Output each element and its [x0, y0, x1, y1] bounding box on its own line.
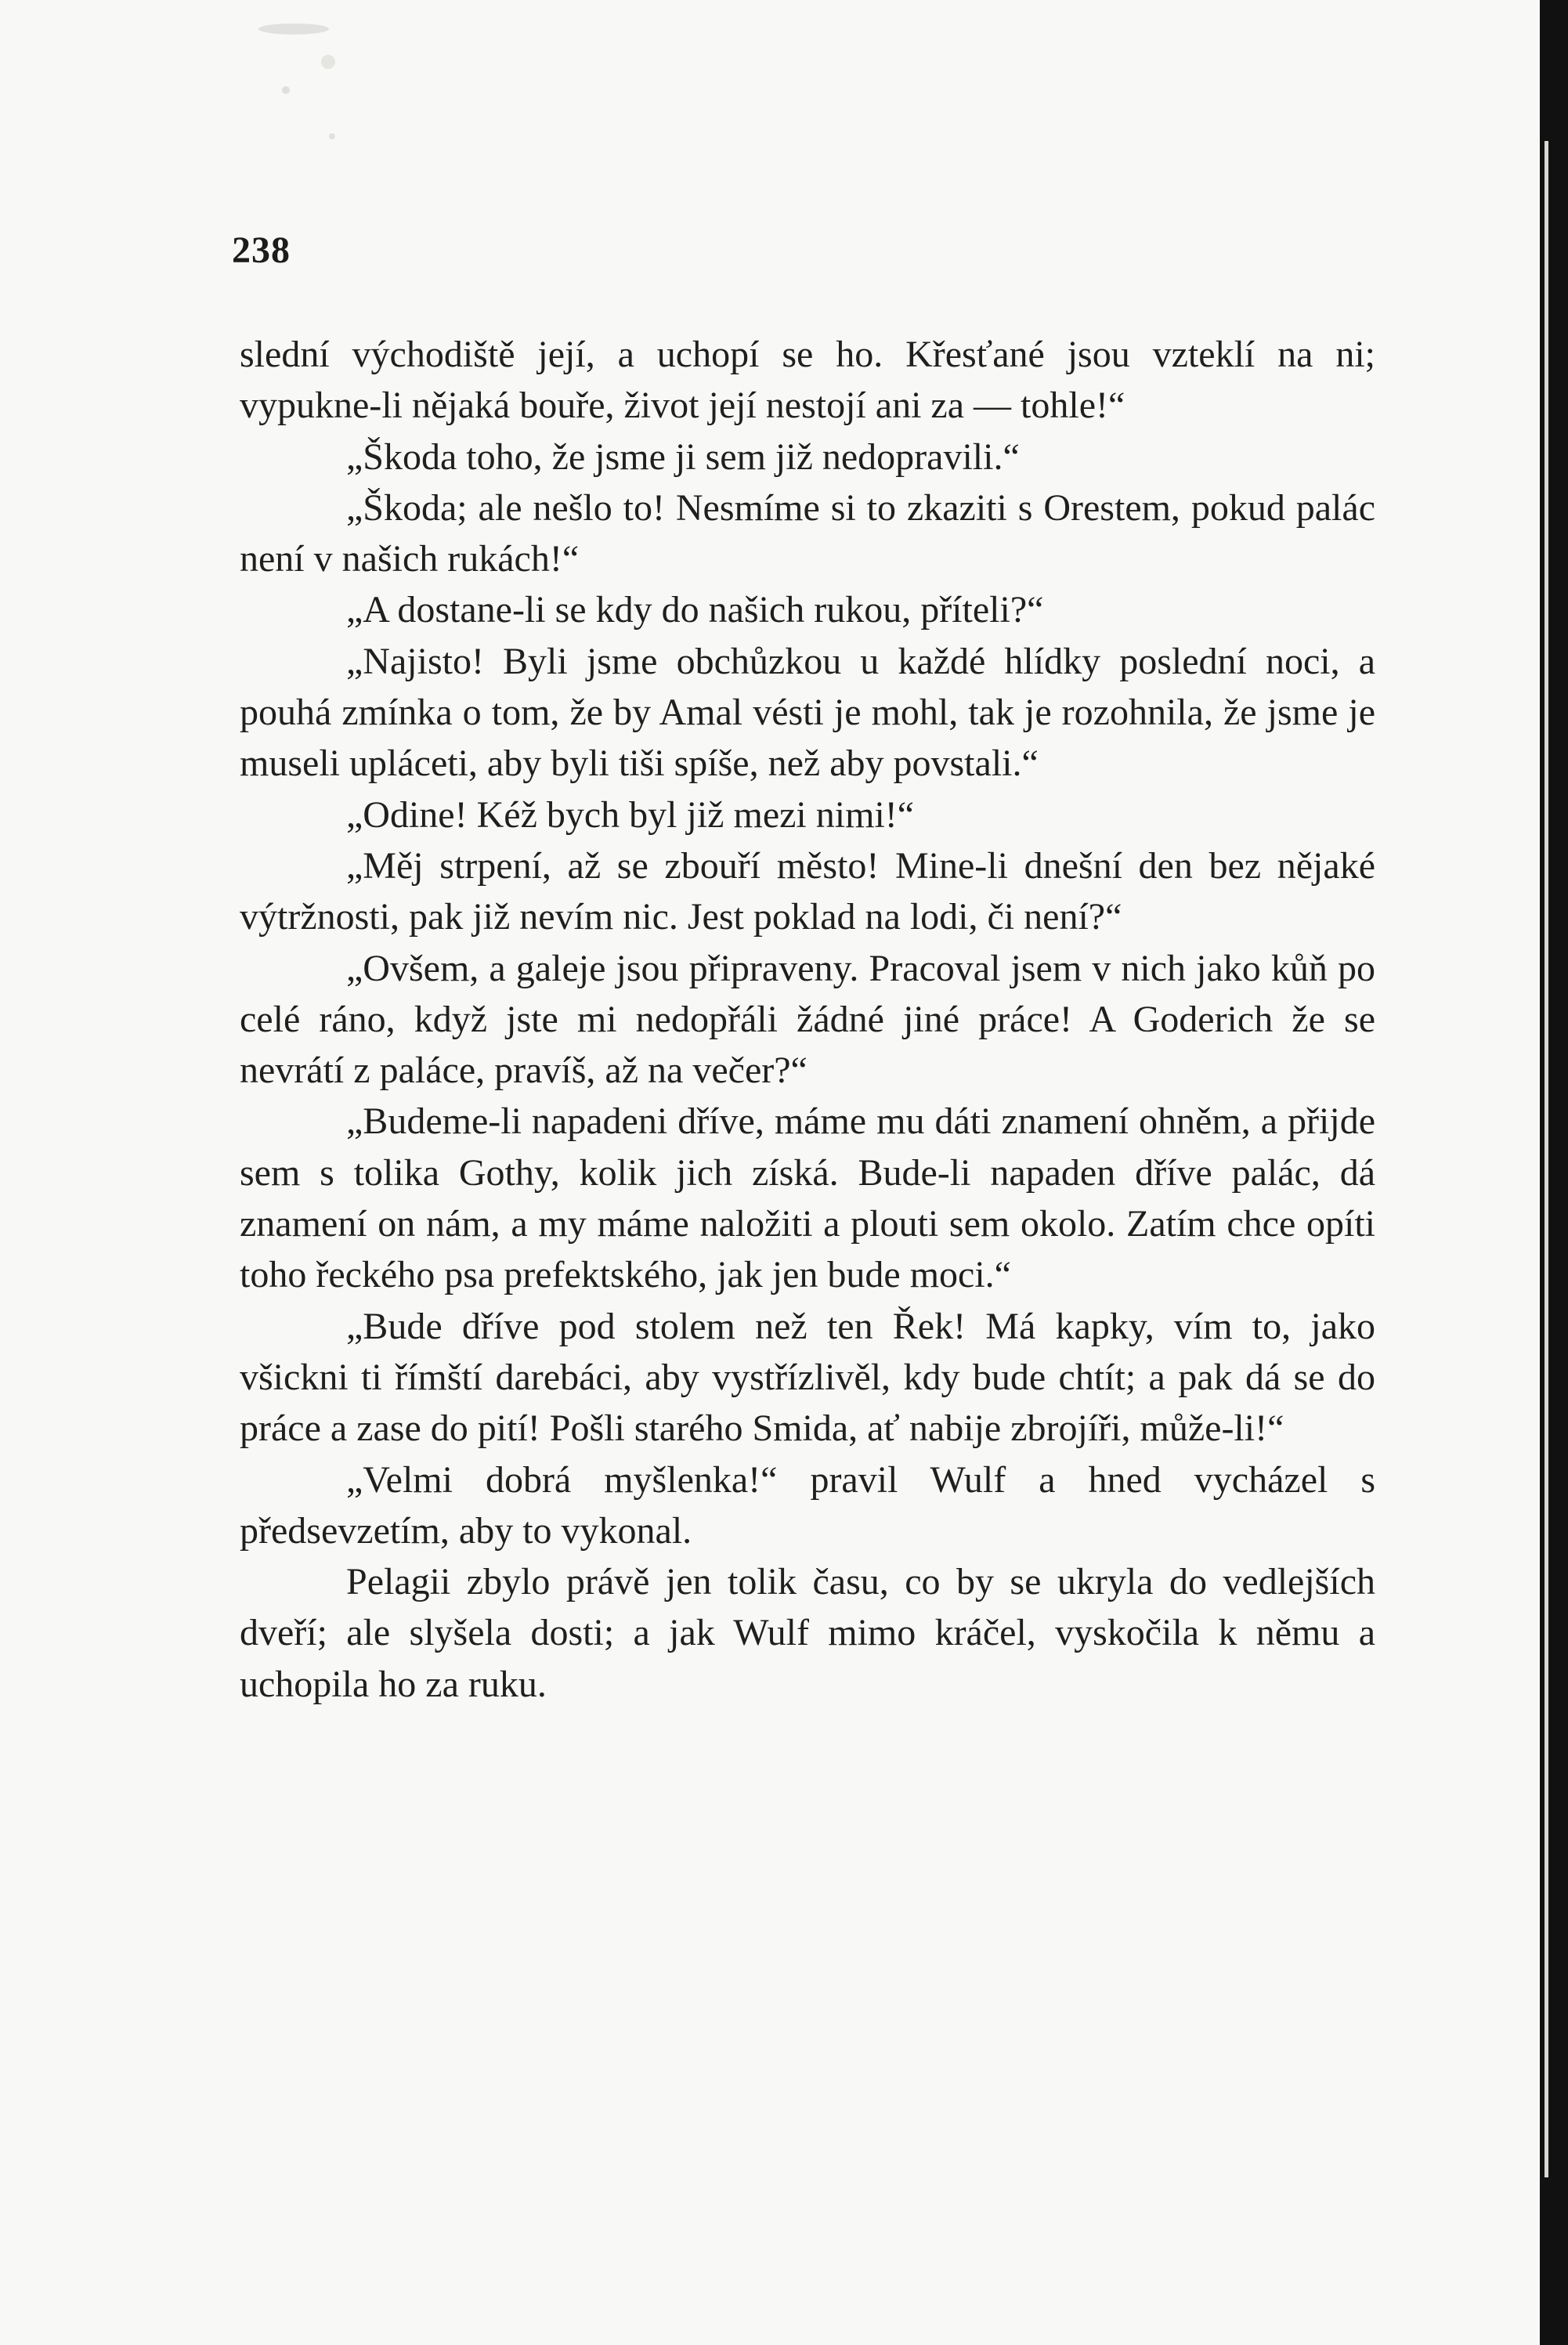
- page-number: 238: [232, 229, 291, 271]
- paragraph: „Velmi dobrá myšlenka!“ pravil Wulf a hned vycházel s předsevzetím, aby to vykonal.: [240, 1458, 1375, 1552]
- page-smudge: [329, 133, 335, 139]
- body-text: [240, 329, 1375, 1710]
- paragraph: Pelagii zbylo právě jen tolik času, co by se ukryla do vedlejších dveří; ale slyšela dosti; a jak Wulf mimo kráčel, vyskočila k němu a uchopila ho za ruku.: [240, 1561, 1375, 1705]
- paragraph: „Bude dříve pod stolem než ten Řek! Má kapky, vím to, jako všickni ti římští darebáci, aby vystřízlivěl, kdy bude chtít; a pak dá se do práce a zase do pití! Pošli starého Smida, ať nabije zbrojíři, může-li!“: [240, 1305, 1375, 1450]
- page-smudge: [321, 55, 335, 69]
- paragraph: „Najisto! Byli jsme obchůzkou u každé hlídky poslední noci, a pouhá zmínka o tom, že by Amal vésti je mohl, tak je rozohnila, že jsme je museli upláceti, aby byli tiši spíše, než aby povstali.“: [240, 640, 1375, 785]
- paragraph: „Ovšem, a galeje jsou připraveny. Pracoval jsem v nich jako kůň po celé ráno, když jste mi nedopřáli žádné jiné práce! A Goderich že se nevrátí z paláce, pravíš, až na večer?“: [240, 947, 1375, 1092]
- page-edge-strip: [1545, 141, 1548, 2177]
- paragraph: „Měj strpení, až se zbouří město! Mine-li dnešní den bez nějaké výtržnosti, pak již nevím nic. Jest poklad na lodi, či není?“: [240, 844, 1375, 938]
- paragraph: „A dostane-li se kdy do našich rukou, příteli?“: [346, 589, 1044, 631]
- paragraph: „Budeme-li napadeni dříve, máme mu dáti znamení ohněm, a přijde sem s tolika Gothy, kolik jich získá. Bude-li napaden dříve palác, dá znamení on nám, a my máme naložiti a plouti sem okolo. Zatím chce opíti toho řeckého psa prefektského, jak jen bude moci.“: [240, 1100, 1375, 1296]
- paragraph: „Odine! Kéž bych byl již mezi nimi!“: [346, 793, 915, 836]
- page-smudge: [282, 86, 290, 94]
- paragraph: „Škoda; ale nešlo to! Nesmíme si to zkaziti s Orestem, pokud palác není v našich rukách!“: [240, 486, 1375, 580]
- paragraph: slední východiště její, a uchopí se ho. Křesťané jsou vzteklí na ni; vypukne-li nějaká bouře, život její nestojí ani za — tohle!“: [240, 334, 1375, 427]
- page-smudge: [258, 23, 329, 34]
- paragraph: „Škoda toho, že jsme ji sem již nedopravili.“: [346, 435, 1020, 478]
